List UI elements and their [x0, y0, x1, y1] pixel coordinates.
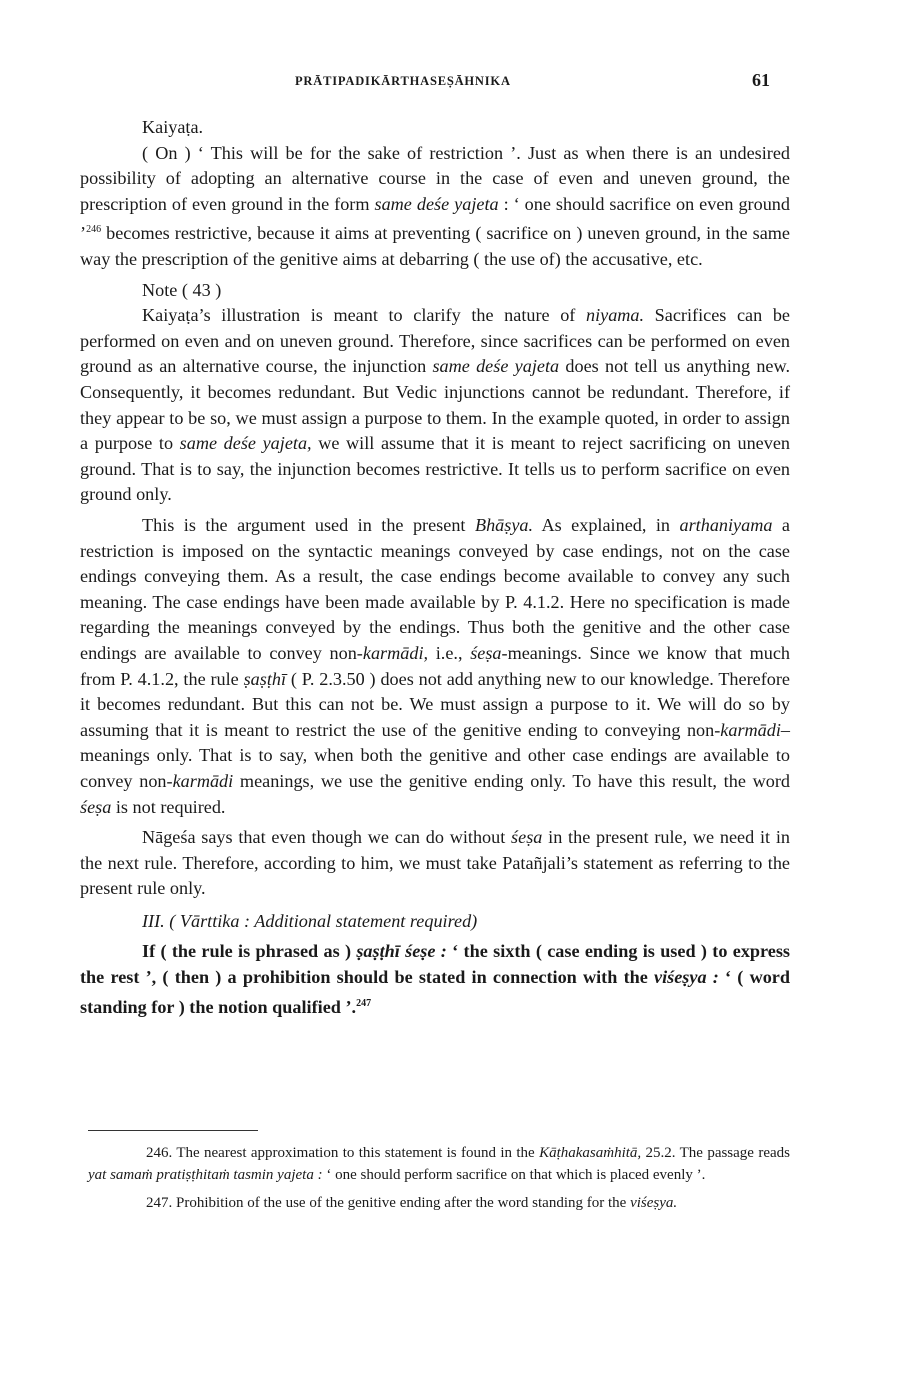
paragraph-bhasya-argument: This is the argument used in the present Bhāṣya. As explained, in arthaniyama a restriction is imposed on the syntactic meanings conveyed by case endings, not on the case endings conveying them. As a result, the case endings become available to convey any such meaning. The case endings have been made available by P. 4.1.2. Here no specification is made regarding the meanings conveyed by the endings. Thus both the genitive and the other case endings are available to convey non-karmādi, i.e., śeṣa-meanings. Since we know that much from P. 4.1.2, the rule ṣaṣṭhī ( P. 2.3.50 ) does not add anything new to our knowledge. Therefore it becomes redundant. But this can not be. We must assign a purpose to it. We will do so by assuming that it is meant to restrict the use of the genitive ending to conveying non-karmādi–meanings only. That is to say, when both the genitive and other case endings are available to convey non-karmādi meanings, we use the genitive ending only. To have this result, the word śeṣa is not required.	[80, 514, 791, 817]
footnotes	[88, 1142, 790, 1220]
footnote-247: 247. Prohibition of the use of the genitive ending after the word standing for the viśeṣya.	[146, 1195, 678, 1211]
page-header	[80, 70, 770, 94]
footnote-ref-247: 247	[356, 997, 372, 1009]
paragraph-kaiyata: ( On ) ‘ This will be for the sake of restriction ’. Just as when there is an undesired possibility of adopting an alternative course in the case of even and uneven ground, the prescription of even ground in the form same deśe yajeta : ‘ one should sacrifice on even ground ’$^{246}$ becomes restrictive, because it aims at preventing ( sacrifice on ) uneven ground, in the same way the prescription of the genitive aims at debarring ( the use of) the accusative, etc.	[80, 142, 790, 270]
footnote-ref-246: 246	[86, 224, 102, 236]
paragraph-nagesa: Nāgeśa says that even though we can do without śeṣa in the present rule, we need it in the next rule. Therefore, according to him, we must take Patañjali’s statement as referring to the present rule only.	[80, 827, 790, 899]
body-text	[80, 115, 790, 1020]
paragraph-note-illustration: Kaiyaṭa’s illustration is meant to clarify the nature of niyama. Sacrifices can be performed on even and on uneven ground. Therefore, since sacrifices can be performed on even ground as an alternative course, the injunction same deśe yajeta does not tell us anything new. Consequently, it becomes redundant. But Vedic injunctions cannot be redundant. Therefore, if they appear to be so, we must assign a purpose to them. In the example quoted, in order to assign a purpose to same deśe yajeta, we will assume that it is meant to reject sacrificing on uneven ground. That is to say, the injunction becomes restrictive. It tells us to perform sacrifice on even ground only.	[80, 305, 790, 505]
kaiyata-heading: Kaiyaṭa.	[142, 117, 204, 137]
varttika-rule: If ( the rule is phrased as ) ṣaṣṭhī śeṣe : ‘ the sixth ( case ending is used ) to express the rest ’, ( then ) a prohibition should be stated in connection with the viśeṣya : ‘ ( word standing for ) the notion qualified ’.$^{247}$	[80, 941, 791, 1017]
footnote-divider	[88, 1130, 258, 1131]
footnote-246: 246. The nearest approximation to this statement is found in the Kāṭhakasaṁhitā, 25.2. The passage reads yat samaṁ pratiṣṭhitaṁ tasmin yajeta : ‘ one should perform sacrifice on that which is placed evenly ’.	[88, 1145, 790, 1183]
running-title: PRĀTIPADIKĀRTHASEṢĀHNIKA	[295, 74, 511, 88]
section-heading-vart: III. ( Vārttika : Additional statement required)	[142, 910, 478, 931]
page-number: 61	[752, 70, 770, 90]
note-heading: Note ( 43 )	[142, 279, 222, 300]
